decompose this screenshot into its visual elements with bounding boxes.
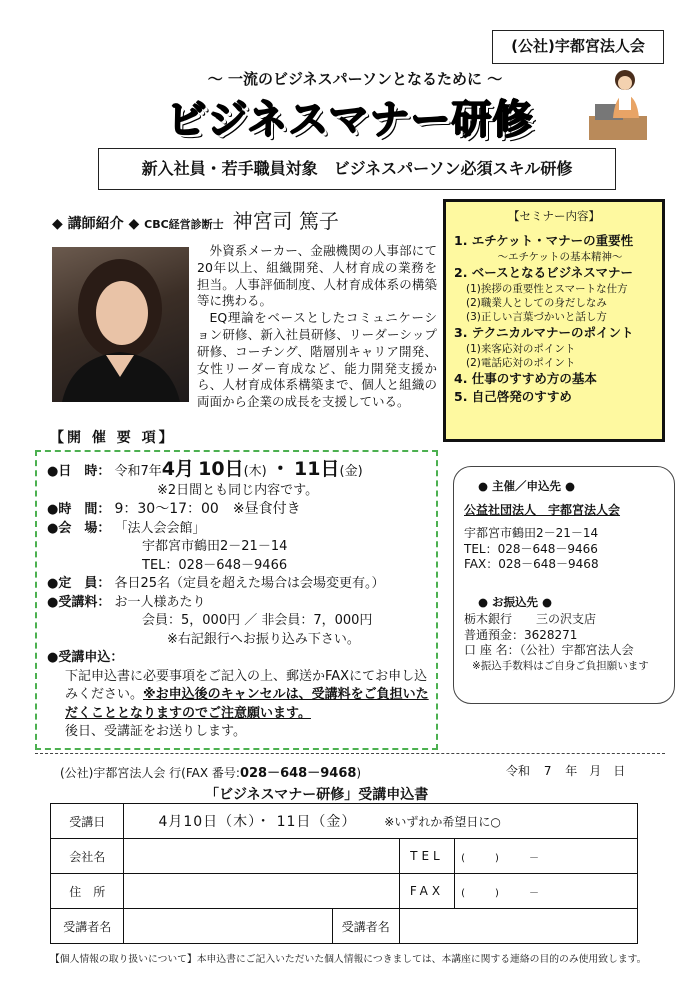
sponsor-tel: TEL：028－648－9466: [464, 541, 598, 556]
seminar-subitem: (3)正しい言葉づかいと話し方: [466, 311, 607, 323]
date-note: ※2日間とも同じ内容です。: [157, 482, 319, 498]
date-label: ●日 時：: [47, 464, 111, 479]
fax-destination-label: (公社)宇都宮法人会 行(FAX 番号:: [60, 766, 240, 780]
date-cell[interactable]: [124, 804, 638, 839]
tel-field[interactable]: ( ) －: [455, 839, 638, 874]
date-separator: ・: [270, 458, 290, 480]
seminar-subitem: (2)電話応対のポイント: [466, 357, 576, 369]
fax-destination: [60, 762, 361, 781]
attendee-2-field[interactable]: [399, 909, 637, 944]
sponsor-fax: FAX：028－648－9468: [464, 557, 599, 571]
fee-row: [47, 594, 430, 613]
date-choice-note: ※いずれか希望日に○: [384, 815, 501, 829]
cancel-note: ※お申込後のキャンセルは、受講料をご負担いただくこととなりますのでご注意願います。: [65, 687, 429, 721]
capacity-row: [47, 575, 430, 594]
seminar-item: 5. 自己啓発のすすめ: [454, 389, 572, 404]
lecturer-qualification: CBC経営診断士: [144, 218, 224, 231]
capacity-value: 各日25名（定員を超えた場合は会場変更有。）: [114, 576, 385, 591]
venue-name: 「法人会会館」: [114, 520, 206, 536]
organizer-badge: (公社)宇都宮法人会: [492, 30, 664, 64]
form-date: 令和 7 年 月 日: [506, 764, 626, 778]
form-title: 「ビジネスマナー研修」受講申込書: [205, 787, 429, 803]
fee-detail: 会員：5，000円 ／ 非会員：7，000円: [142, 613, 373, 628]
label-address: 住 所: [51, 874, 124, 909]
seminar-item: 1. エチケット・マナーの重要性: [454, 233, 634, 248]
bio-paragraph-1: 外資系メーカー、金融機関の人事部にて20年以上、組織開発、人材育成の業務を担当。人事評価制度、人材育成体系の構築等に携わる。: [197, 243, 437, 309]
lecturer-label: ◆ 講師紹介 ◆: [52, 216, 140, 232]
fee-note: ※右記銀行へお振り込み下さい。: [167, 631, 360, 647]
label-attendee-1: 受講者名: [51, 909, 124, 944]
bank-account-name: 口 座 名：（公社）宇都宮法人会: [464, 643, 634, 657]
form-row-attendees: [51, 909, 638, 944]
seminar-subitem: (2)職業人としての身だしなみ: [466, 297, 607, 309]
venue-row: [47, 520, 430, 539]
lecturer-name: 神宮司 篤子: [232, 209, 339, 233]
main-title: ビジネスマナー研修: [166, 97, 534, 143]
office-worker-illustration: [585, 66, 651, 142]
label-attendee-2: 受講者名: [332, 909, 399, 944]
fee-label: ●受講料：: [47, 594, 111, 610]
time-label: ●時 間：: [47, 502, 111, 517]
time-row: [47, 500, 430, 520]
date-weekday1: (木): [243, 464, 267, 479]
seminar-subitem: (1)来客応対のポイント: [466, 343, 576, 355]
seminar-heading: 【セミナー内容】: [508, 209, 600, 223]
seminar-item: 4. 仕事のすすめ方の基本: [454, 371, 597, 386]
apply-label-text: ●受講申込：: [47, 650, 124, 665]
bio-paragraph-2: EQ理論をベースとしたコミュニケーション研修、新入社員研修、リーダーシップ研修、コーチング、階層別キャリア開発、女性リーダー育成など、能力開発支援から、人材育成体系構築まで、個人と組織の両面から企業の成長を支援している。: [197, 310, 437, 410]
fee-value: お一人様あたり: [114, 594, 206, 610]
label-company: 会社名: [51, 839, 124, 874]
event-details-heading: 【開 催 要 項】: [50, 430, 176, 446]
date-day1: 10日: [198, 458, 244, 480]
apply-after: 後日、受講証をお送りします。: [65, 724, 246, 739]
seminar-content-box: [443, 199, 665, 442]
bank-name: 栃木銀行 三の沢支店: [464, 612, 597, 626]
fax-number: 028－648－9468: [239, 766, 357, 781]
venue-label: ●会 場：: [47, 520, 111, 536]
seminar-subitem: (1)挨拶の重要性とスマートな仕方: [466, 283, 628, 295]
sponsor-box: [453, 466, 675, 704]
lecturer-heading: [52, 205, 339, 234]
privacy-notice: 【個人情報の取り扱いについて】本申込書にご記入いただいた個人情報につきましては、本講座に関する連絡の目的のみ使用致します。: [50, 954, 647, 965]
seminar-subitem: ～エチケットの基本精神～: [497, 251, 623, 263]
address-field[interactable]: [124, 874, 399, 909]
bank-fee-note: ※振込手数料はご自身ご負担願います: [472, 659, 649, 672]
sponsor-address: 宇都宮市鶴田2－21－14: [464, 526, 599, 540]
subtitle: ～ 一流のビジネスパーソンとなるために ～: [207, 70, 503, 88]
form-row-company: [51, 839, 638, 874]
venue-tel: TEL：028－648－9466: [142, 557, 288, 573]
apply-instructions: 下記申込書に必要事項をご記入の上、郵送かFAXにてお申し込みください。: [65, 668, 428, 702]
target-audience-box: 新入社員・若手職員対象 ビジネスパーソン必須スキル研修: [98, 148, 616, 190]
application-form: [50, 803, 638, 944]
sponsor-heading: ● 主催／申込先 ●: [478, 479, 576, 493]
label-date: 受講日: [51, 804, 124, 839]
attendee-1-field[interactable]: [124, 909, 332, 944]
time-value: 9：30～17：00 ※昼食付き: [114, 501, 301, 517]
seminar-item: 3. テクニカルマナーのポイント: [454, 325, 634, 340]
date-weekday2: (金): [339, 464, 363, 479]
apply-text: [47, 668, 430, 724]
seminar-item: 2. ベースとなるビジネスマナー: [454, 265, 634, 280]
venue-address: 宇都宮市鶴田2－21－14: [142, 539, 288, 554]
lecturer-photo: [52, 247, 189, 402]
cut-line: [35, 753, 665, 754]
form-row-date: [51, 804, 638, 839]
date-options[interactable]: 4月10日（木）・ 11日（金）: [158, 814, 357, 830]
sponsor-org: 公益社団法人 宇都宮法人会: [464, 502, 621, 517]
date-day2: 11日: [294, 458, 340, 480]
capacity-label: ●定 員：: [47, 576, 111, 591]
fax-field[interactable]: ( ) －: [455, 874, 638, 909]
company-field[interactable]: [124, 839, 399, 874]
label-tel: TEL: [399, 839, 454, 874]
fax-close-paren: ): [356, 766, 362, 780]
lecturer-bio: [197, 243, 437, 411]
date-month: 4月: [161, 458, 194, 480]
form-row-address: [51, 874, 638, 909]
bank-account: 普通預金：3628271: [464, 627, 578, 642]
date-row: [47, 460, 430, 482]
apply-label: [47, 649, 430, 668]
bank-heading: ● お振込先 ●: [478, 594, 553, 609]
label-fax: FAX: [399, 874, 454, 909]
date-era: 令和7年: [114, 464, 162, 479]
event-details-box: [35, 450, 438, 750]
